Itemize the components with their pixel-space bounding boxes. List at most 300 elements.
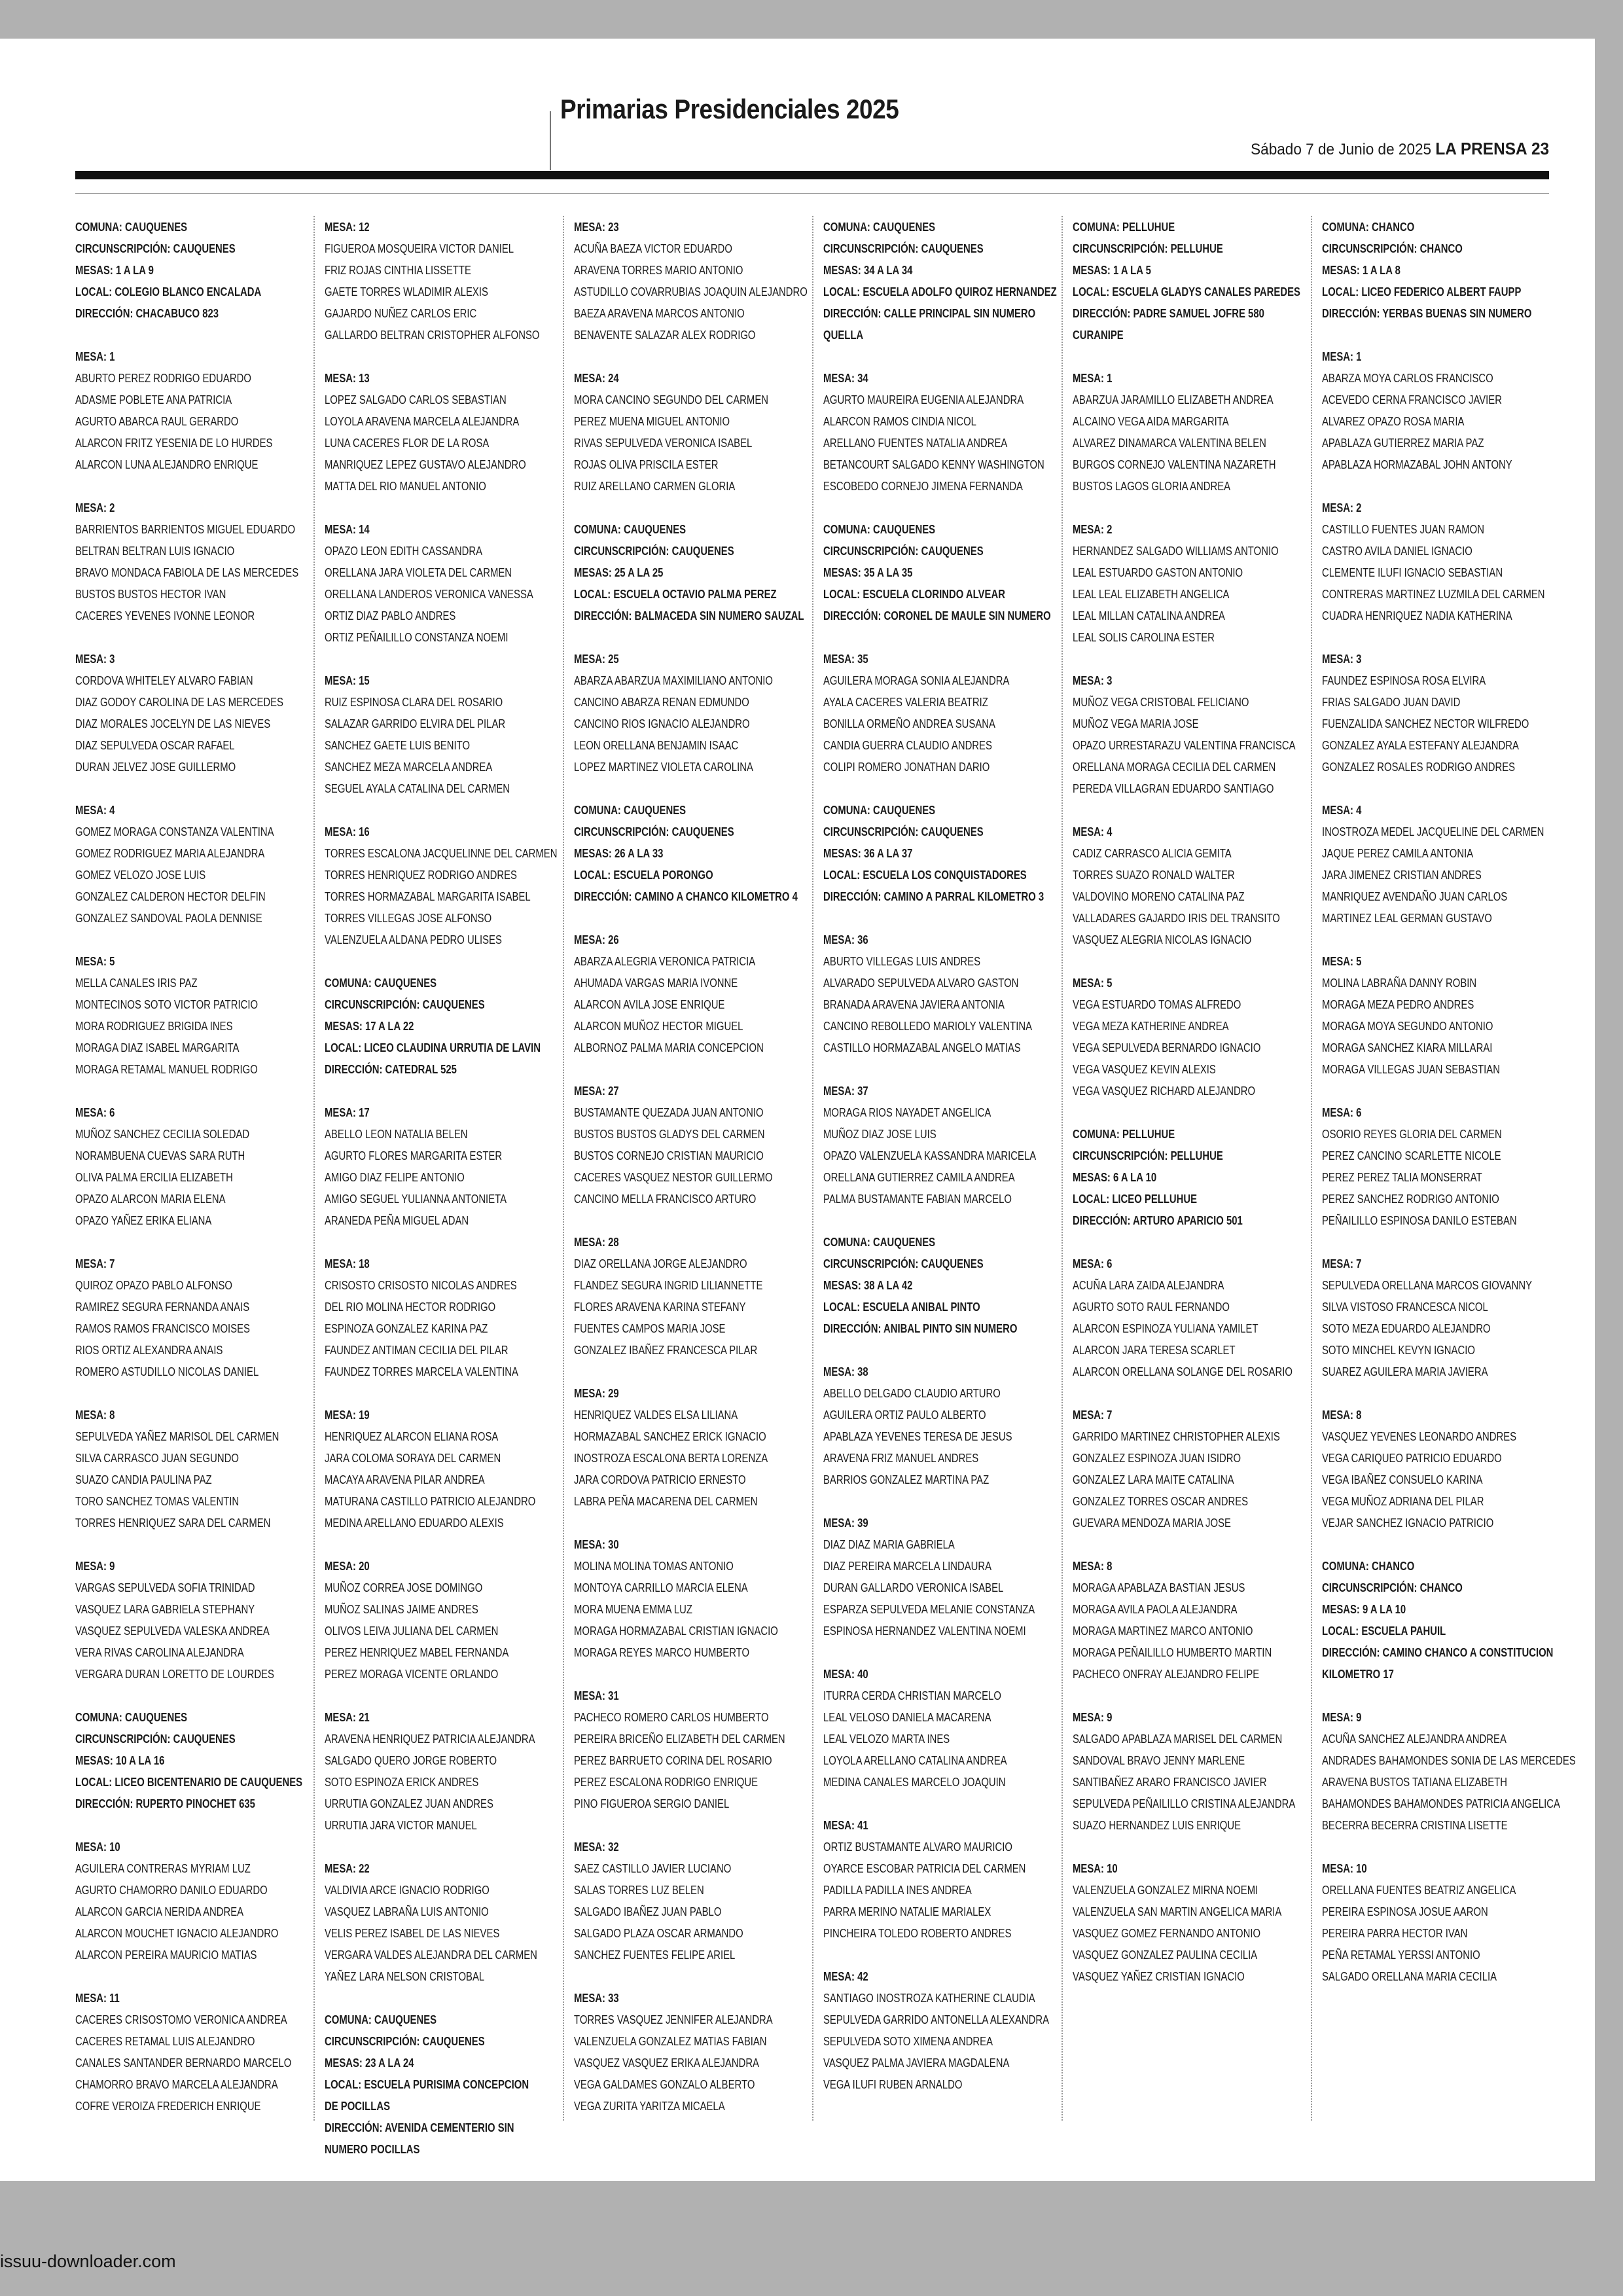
voter-name: BUSTOS BUSTOS GLADYS DEL CARMEN (574, 1127, 765, 1141)
voter-name: ALARCON PEREIRA MAURICIO MATIAS (75, 1948, 257, 1962)
voter-name: PADILLA PADILLA INES ANDREA (823, 1883, 972, 1897)
section-heading: MESA: 19 (325, 1408, 370, 1422)
section-heading: MESA: 5 (75, 954, 115, 968)
voter-name: ALARCON AVILA JOSE ENRIQUE (574, 997, 725, 1011)
section-heading: MESA: 1 (1322, 350, 1362, 363)
voter-name: SANDOVAL BRAVO JENNY MARLENE (1073, 1753, 1245, 1767)
voter-name: MUÑOZ VEGA MARIA JOSE (1073, 717, 1199, 730)
voter-name: TORRES HENRIQUEZ SARA DEL CARMEN (75, 1516, 271, 1530)
section-heading: LOCAL: LICEO PELLUHUE (1073, 1192, 1198, 1206)
voter-name: TORRES HENRIQUEZ RODRIGO ANDRES (325, 868, 517, 882)
voter-name: ACUÑA SANCHEZ ALEJANDRA ANDREA (1322, 1732, 1507, 1746)
voter-name: CASTILLO FUENTES JUAN RAMON (1322, 522, 1484, 536)
section-heading: MESA: 25 (574, 652, 619, 666)
section-heading: MESA: 7 (1322, 1257, 1362, 1270)
section-heading: MESA: 15 (325, 673, 370, 687)
section-heading: DIRECCIÓN: AVENIDA CEMENTERIO SIN (325, 2121, 514, 2134)
voter-name: JAQUE PEREZ CAMILA ANTONIA (1322, 846, 1474, 860)
section-heading: MESA: 18 (325, 1257, 370, 1270)
section-heading: MESA: 32 (574, 1840, 619, 1854)
voter-name: GOMEZ RODRIGUEZ MARIA ALEJANDRA (75, 846, 265, 860)
section-heading: MESA: 10 (1322, 1861, 1367, 1875)
voter-name: SEGUEL AYALA CATALINA DEL CARMEN (325, 781, 510, 795)
voter-name: ABARZUA JARAMILLO ELIZABETH ANDREA (1073, 393, 1274, 406)
section-heading: CIRCUNSCRIPCIÓN: CAUQUENES (325, 2034, 485, 2048)
voter-name: HENRIQUEZ VALDES ELSA LILIANA (574, 1408, 738, 1422)
voter-name: MATTA DEL RIO MANUEL ANTONIO (325, 479, 486, 493)
voter-name: CANALES SANTANDER BERNARDO MARCELO (75, 2056, 292, 2070)
spacer (574, 1663, 810, 1685)
section-heading: MESA: 30 (574, 1537, 619, 1551)
spacer (325, 799, 560, 821)
voter-name: ARANEDA PEÑA MIGUEL ADAN (325, 1213, 469, 1227)
section-heading: MESA: 42 (823, 1969, 868, 1983)
section-heading: MESA: 17 (325, 1105, 370, 1119)
voter-name: CACERES VASQUEZ NESTOR GUILLERMO (574, 1170, 773, 1184)
voter-name: JARA CORDOVA PATRICIO ERNESTO (574, 1473, 746, 1486)
section-heading: KILOMETRO 17 (1322, 1667, 1394, 1681)
voter-name: LEAL MILLAN CATALINA ANDREA (1073, 609, 1225, 622)
spacer (75, 1814, 311, 1836)
voter-name: MORA CANCINO SEGUNDO DEL CARMEN (574, 393, 768, 406)
section-heading: LOCAL: LICEO CLAUDINA URRUTIA DE LAVIN (325, 1041, 541, 1054)
voter-name: MACAYA ARAVENA PILAR ANDREA (325, 1473, 485, 1486)
voter-name: OPAZO LEON EDITH CASSANDRA (325, 544, 483, 558)
spacer (75, 475, 311, 497)
section-heading: DIRECCIÓN: CORONEL DE MAULE SIN NUMERO (823, 609, 1051, 622)
section-heading: LOCAL: COLEGIO BLANCO ENCALADA (75, 285, 262, 298)
section-heading: DIRECCIÓN: RUPERTO PINOCHET 635 (75, 1797, 255, 1810)
voter-name: LABRA PEÑA MACARENA DEL CARMEN (574, 1494, 758, 1508)
voter-name: DIAZ SEPULVEDA OSCAR RAFAEL (75, 738, 235, 752)
voter-name: APABLAZA HORMAZABAL JOHN ANTONY (1322, 457, 1512, 471)
spacer (823, 778, 1059, 799)
voter-name: COFRE VEROIZA FREDERICH ENRIQUE (75, 2099, 261, 2113)
section-heading: MESAS: 17 A LA 22 (325, 1019, 414, 1033)
section-heading: DIRECCIÓN: CAMINO A CHANCO KILOMETRO 4 (574, 889, 798, 903)
spacer (574, 1512, 810, 1534)
voter-name: VALENZUELA SAN MARTIN ANGELICA MARIA (1073, 1905, 1282, 1918)
voter-name: BARRIENTOS BARRIENTOS MIGUEL EDUARDO (75, 522, 296, 536)
voter-name: LEAL SOLIS CAROLINA ESTER (1073, 630, 1215, 644)
voter-name: ARAVENA FRIZ MANUEL ANDRES (823, 1451, 979, 1465)
voter-name: LEAL LEAL ELIZABETH ANGELICA (1073, 587, 1230, 601)
voter-name: MORAGA RIOS NAYADET ANGELICA (823, 1105, 991, 1119)
voter-name: PINCHEIRA TOLEDO ROBERTO ANDRES (823, 1926, 1012, 1940)
spacer (325, 1231, 560, 1253)
voter-name: FUENZALIDA SANCHEZ NECTOR WILFREDO (1322, 717, 1529, 730)
voter-name: CADIZ CARRASCO ALICIA GEMITA (1073, 846, 1232, 860)
section-heading: CIRCUNSCRIPCIÓN: CAUQUENES (574, 825, 734, 838)
spacer (75, 1382, 311, 1404)
spacer (574, 1361, 810, 1382)
voter-name: PINO FIGUEROA SERGIO DANIEL (574, 1797, 730, 1810)
voter-name: MORAGA MOYA SEGUNDO ANTONIO (1322, 1019, 1493, 1033)
voter-name: BARRIOS GONZALEZ MARTINA PAZ (823, 1473, 990, 1486)
voter-name: FAUNDEZ TORRES MARCELA VALENTINA (325, 1365, 518, 1378)
voter-name: SILVA VISTOSO FRANCESCA NICOL (1322, 1300, 1488, 1314)
section-heading: QUELLA (823, 328, 864, 342)
page-header-info (1251, 139, 1549, 159)
voter-name: PACHECO ROMERO CARLOS HUMBERTO (574, 1710, 769, 1724)
voter-name: TORRES ESCALONA JACQUELINNE DEL CARMEN (325, 846, 558, 860)
voter-name: OSORIO REYES GLORIA DEL CARMEN (1322, 1127, 1502, 1141)
section-heading: LOCAL: ESCUELA PURISIMA CONCEPCION (325, 2077, 529, 2091)
voter-name: ASTUDILLO COVARRUBIAS JOAQUIN ALEJANDRO (574, 285, 808, 298)
spacer (1322, 1080, 1558, 1102)
voter-name: BECERRA BECERRA CRISTINA LISETTE (1322, 1818, 1508, 1832)
spacer (823, 1339, 1059, 1361)
voter-name: BURGOS CORNEJO VALENTINA NAZARETH (1073, 457, 1276, 471)
voter-name: VALENZUELA ALDANA PEDRO ULISES (325, 933, 502, 946)
spacer (574, 497, 810, 518)
spacer (75, 324, 311, 346)
voter-name: INOSTROZA ESCALONA BERTA LORENZA (574, 1451, 768, 1465)
section-heading: DIRECCIÓN: PADRE SAMUEL JOFRE 580 (1073, 306, 1264, 320)
voter-name: VASQUEZ GOMEZ FERNANDO ANTONIO (1073, 1926, 1261, 1940)
voter-name: RAMOS RAMOS FRANCISCO MOISES (75, 1321, 250, 1335)
voter-name: MONTECINOS SOTO VICTOR PATRICIO (75, 997, 259, 1011)
voter-name: VEGA SEPULVEDA BERNARDO IGNACIO (1073, 1041, 1261, 1054)
spacer (1073, 799, 1308, 821)
section-heading: MESA: 1 (1073, 371, 1113, 385)
section-heading: MESAS: 38 A LA 42 (823, 1278, 913, 1292)
voter-name: MORAGA APABLAZA BASTIAN JESUS (1073, 1581, 1245, 1594)
voter-name: CANCINO REBOLLEDO MARIOLY VALENTINA (823, 1019, 1033, 1033)
section-heading: CIRCUNSCRIPCIÓN: CAUQUENES (75, 1732, 236, 1746)
voter-name: CASTILLO HORMAZABAL ANGELO MATIAS (823, 1041, 1021, 1054)
voter-name: ORELLANA JARA VIOLETA DEL CARMEN (325, 565, 512, 579)
voter-name: ARELLANO FUENTES NATALIA ANDREA (823, 436, 1008, 450)
section-heading: COMUNA: CAUQUENES (75, 1710, 188, 1724)
voter-name: MELLA CANALES IRIS PAZ (75, 976, 198, 990)
section-heading: LOCAL: ESCUELA GLADYS CANALES PAREDES (1073, 285, 1300, 298)
section-heading: MESA: 16 (325, 825, 370, 838)
voter-name: MANRIQUEZ AVENDAÑO JUAN CARLOS (1322, 889, 1508, 903)
voter-name: PEREZ MORAGA VICENTE ORLANDO (325, 1667, 499, 1681)
voter-name: RAMIREZ SEGURA FERNANDA ANAIS (75, 1300, 250, 1314)
section-heading: CIRCUNSCRIPCIÓN: CAUQUENES (823, 825, 984, 838)
section-heading: MESA: 8 (75, 1408, 115, 1422)
voter-name: SALGADO PLAZA OSCAR ARMANDO (574, 1926, 743, 1940)
voter-name: SEPULVEDA ORELLANA MARCOS GIOVANNY (1322, 1278, 1533, 1292)
section-heading: MESA: 31 (574, 1689, 619, 1702)
voter-name: OLIVA PALMA ERCILIA ELIZABETH (75, 1170, 233, 1184)
voter-name: TORO SANCHEZ TOMAS VALENTIN (75, 1494, 240, 1508)
voter-name: SANCHEZ MEZA MARCELA ANDREA (325, 760, 493, 774)
section-heading: MESA: 24 (574, 371, 619, 385)
voter-name: DIAZ MORALES JOCELYN DE LAS NIEVES (75, 717, 271, 730)
voter-name: AGURTO ABARCA RAUL GERARDO (75, 414, 239, 428)
spacer (75, 1231, 311, 1253)
section-heading: MESA: 11 (75, 1991, 120, 2005)
voter-name: MEDINA ARELLANO EDUARDO ALEXIS (325, 1516, 504, 1530)
spacer (325, 1080, 560, 1102)
spacer (823, 907, 1059, 929)
spacer (574, 1965, 810, 1987)
section-heading: MESA: 3 (1073, 673, 1113, 687)
voter-name: OPAZO VALENZUELA KASSANDRA MARICELA (823, 1149, 1037, 1162)
section-heading: LOCAL: ESCUELA ANIBAL PINTO (823, 1300, 980, 1314)
section-heading: MESA: 4 (75, 803, 115, 817)
voter-name: AGUILERA CONTRERAS MYRIAM LUZ (75, 1861, 251, 1875)
section-heading: MESAS: 35 A LA 35 (823, 565, 913, 579)
voter-name: BRANADA ARAVENA JAVIERA ANTONIA (823, 997, 1005, 1011)
voter-name: VEGA ZURITA YARITZA MICAELA (574, 2099, 725, 2113)
section-heading: LOCAL: ESCUELA OCTAVIO PALMA PEREZ (574, 587, 777, 601)
voter-name: PEÑAILILLO ESPINOSA DANILO ESTEBAN (1322, 1213, 1517, 1227)
voter-name: FAUNDEZ ESPINOSA ROSA ELVIRA (1322, 673, 1486, 687)
voter-name: LOPEZ MARTINEZ VIOLETA CAROLINA (574, 760, 753, 774)
voter-name: ARAVENA TORRES MARIO ANTONIO (574, 263, 743, 277)
section-heading: MESA: 20 (325, 1559, 370, 1573)
voter-name: BELTRAN BELTRAN LUIS IGNACIO (75, 544, 235, 558)
voter-name: LEAL VELOZO MARTA INES (823, 1732, 950, 1746)
section-heading: MESAS: 6 A LA 10 (1073, 1170, 1157, 1184)
header-brand: LA PRENSA (1435, 139, 1527, 158)
voter-name: ROMERO ASTUDILLO NICOLAS DANIEL (75, 1365, 259, 1378)
voter-name: SALGADO APABLAZA MARISEL DEL CARMEN (1073, 1732, 1283, 1746)
voter-name: VEGA VASQUEZ KEVIN ALEXIS (1073, 1062, 1216, 1076)
spacer (325, 950, 560, 972)
column-separator (563, 216, 564, 2121)
voter-name: PEREZ CANCINO SCARLETTE NICOLE (1322, 1149, 1501, 1162)
voter-name: VASQUEZ LARA GABRIELA STEPHANY (75, 1602, 255, 1616)
voter-name: VELIS PEREZ ISABEL DE LAS NIEVES (325, 1926, 500, 1940)
spacer (325, 497, 560, 518)
voter-name: ALVAREZ OPAZO ROSA MARIA (1322, 414, 1465, 428)
voter-name: MORAGA VILLEGAS JUAN SEBASTIAN (1322, 1062, 1500, 1076)
voter-name: GONZALEZ AYALA ESTEFANY ALEJANDRA (1322, 738, 1519, 752)
spacer (574, 907, 810, 929)
spacer (823, 626, 1059, 648)
section-heading: DIRECCIÓN: YERBAS BUENAS SIN NUMERO (1322, 306, 1532, 320)
section-heading: MESA: 35 (823, 652, 868, 666)
voter-name: GONZALEZ SANDOVAL PAOLA DENNISE (75, 911, 262, 925)
spacer (325, 648, 560, 670)
voter-name: LOPEZ SALGADO CARLOS SEBASTIAN (325, 393, 507, 406)
column-1 (75, 216, 311, 2117)
voter-name: FLANDEZ SEGURA INGRID LILIANNETTE (574, 1278, 763, 1292)
section-heading: MESA: 6 (75, 1105, 115, 1119)
voter-name: SEPULVEDA GARRIDO ANTONELLA ALEXANDRA (823, 2013, 1050, 2026)
voter-name: AGURTO MAUREIRA EUGENIA ALEJANDRA (823, 393, 1024, 406)
voter-name: AGURTO FLORES MARGARITA ESTER (325, 1149, 503, 1162)
voter-name: MARTINEZ LEAL GERMAN GUSTAVO (1322, 911, 1492, 925)
section-heading: MESA: 1 (75, 350, 115, 363)
spacer (823, 1058, 1059, 1080)
header-rule (75, 171, 1549, 179)
section-heading: MESA: 8 (1073, 1559, 1113, 1573)
spacer (1073, 648, 1308, 670)
voter-name: SALGADO ORELLANA MARIA CECILIA (1322, 1969, 1497, 1983)
section-heading: DIRECCIÓN: ANIBAL PINTO SIN NUMERO (823, 1321, 1018, 1335)
section-heading: COMUNA: CAUQUENES (823, 1235, 936, 1249)
voter-name: ALARCON MUÑOZ HECTOR MIGUEL (574, 1019, 743, 1033)
section-heading: COMUNA: CAUQUENES (574, 522, 687, 536)
voter-name: SEPULVEDA PEÑAILILLO CRISTINA ALEJANDRA (1073, 1797, 1296, 1810)
voter-name: AGURTO CHAMORRO DANILO EDUARDO (75, 1883, 268, 1897)
voter-name: MATURANA CASTILLO PATRICIO ALEJANDRO (325, 1494, 536, 1508)
voter-name: MONTOYA CARRILLO MARCIA ELENA (574, 1581, 748, 1594)
voter-name: ESPARZA SEPULVEDA MELANIE CONSTANZA (823, 1602, 1035, 1616)
voter-name: ORELLANA LANDEROS VERONICA VANESSA (325, 587, 533, 601)
voter-name: MORAGA MEZA PEDRO ANDRES (1322, 997, 1474, 1011)
spacer (574, 778, 810, 799)
voter-name: GOMEZ MORAGA CONSTANZA VALENTINA (75, 825, 274, 838)
voter-name: VASQUEZ YAÑEZ CRISTIAN IGNACIO (1073, 1969, 1245, 1983)
spacer (75, 1965, 311, 1987)
voter-name: GAETE TORRES WLADIMIR ALEXIS (325, 285, 488, 298)
voter-name: JARA JIMENEZ CRISTIAN ANDRES (1322, 868, 1482, 882)
voter-name: SEPULVEDA YAÑEZ MARISOL DEL CARMEN (75, 1429, 279, 1443)
spacer (1073, 1685, 1308, 1706)
voter-name: SUAREZ AGUILERA MARIA JAVIERA (1322, 1365, 1488, 1378)
section-heading: MESA: 9 (1073, 1710, 1113, 1724)
voter-name: VEGA MEZA KATHERINE ANDREA (1073, 1019, 1229, 1033)
voter-name: OPAZO YAÑEZ ERIKA ELIANA (75, 1213, 212, 1227)
voter-name: ABARZA ABARZUA MAXIMILIANO ANTONIO (574, 673, 773, 687)
voter-name: CANCINO MELLA FRANCISCO ARTURO (574, 1192, 757, 1206)
section-heading: COMUNA: CAUQUENES (325, 976, 437, 990)
voter-name: SALGADO QUERO JORGE ROBERTO (325, 1753, 497, 1767)
section-heading: DIRECCIÓN: BALMACEDA SIN NUMERO SAUZAL (574, 609, 804, 622)
section-heading: LOCAL: ESCUELA LOS CONQUISTADORES (823, 868, 1027, 882)
section-heading: DIRECCIÓN: CHACABUCO 823 (75, 306, 219, 320)
section-heading: MESA: 9 (1322, 1710, 1362, 1724)
voter-name: BENAVENTE SALAZAR ALEX RODRIGO (574, 328, 756, 342)
section-heading: DIRECCIÓN: CATEDRAL 525 (325, 1062, 457, 1076)
column-4 (823, 216, 1059, 2095)
spacer (1073, 1102, 1308, 1123)
voter-name: FRIZ ROJAS CINTHIA LISSETTE (325, 263, 471, 277)
voter-name: ORTIZ DIAZ PABLO ANDRES (325, 609, 456, 622)
voter-name: VARGAS SEPULVEDA SOFIA TRINIDAD (75, 1581, 255, 1594)
voter-name: LEON ORELLANA BENJAMIN ISAAC (574, 738, 739, 752)
section-heading: LOCAL: ESCUELA PORONGO (574, 868, 713, 882)
section-heading: MESA: 33 (574, 1991, 619, 2005)
voter-name: BUSTOS LAGOS GLORIA ANDREA (1073, 479, 1231, 493)
voter-name: DURAN GALLARDO VERONICA ISABEL (823, 1581, 1004, 1594)
section-heading: NUMERO POCILLAS (325, 2142, 420, 2156)
voter-name: SUAZO CANDIA PAULINA PAZ (75, 1473, 212, 1486)
voter-name: COLIPI ROMERO JONATHAN DARIO (823, 760, 990, 774)
spacer (1322, 1231, 1558, 1253)
section-heading: MESA: 28 (574, 1235, 619, 1249)
voter-name: AMIGO SEGUEL YULIANNA ANTONIETA (325, 1192, 507, 1206)
voter-name: SEPULVEDA SOTO XIMENA ANDREA (823, 2034, 993, 2048)
voter-name: VERA RIVAS CAROLINA ALEJANDRA (75, 1645, 244, 1659)
voter-name: OLIVOS LEIVA JULIANA DEL CARMEN (325, 1624, 499, 1638)
voter-name: GAJARDO NUÑEZ CARLOS ERIC (325, 306, 477, 320)
section-heading: MESA: 6 (1322, 1105, 1362, 1119)
section-heading: CIRCUNSCRIPCIÓN: CHANCO (1322, 242, 1463, 255)
voter-name: RUIZ ARELLANO CARMEN GLORIA (574, 479, 736, 493)
voter-name: RUIZ ESPINOSA CLARA DEL ROSARIO (325, 695, 503, 709)
voter-name: ORELLANA MORAGA CECILIA DEL CARMEN (1073, 760, 1276, 774)
voter-name: RIVAS SEPULVEDA VERONICA ISABEL (574, 436, 753, 450)
section-heading: DIRECCIÓN: CAMINO CHANCO A CONSTITUCION (1322, 1645, 1554, 1659)
voter-name: FUENTES CAMPOS MARIA JOSE (574, 1321, 726, 1335)
section-heading: COMUNA: CAUQUENES (823, 803, 936, 817)
section-heading: MESA: 39 (823, 1516, 868, 1530)
voter-name: PEREZ SANCHEZ RODRIGO ANTONIO (1322, 1192, 1499, 1206)
column-6 (1322, 216, 1576, 1987)
voter-name: VEGA IBAÑEZ CONSUELO KARINA (1322, 1473, 1483, 1486)
section-heading: MESA: 3 (1322, 652, 1362, 666)
section-heading: MESA: 7 (75, 1257, 115, 1270)
voter-name: ACUÑA BAEZA VICTOR EDUARDO (574, 242, 732, 255)
voter-name: ARAVENA BUSTOS TATIANA ELIZABETH (1322, 1775, 1507, 1789)
voter-name: CHAMORRO BRAVO MARCELA ALEJANDRA (75, 2077, 278, 2091)
voter-name: SANCHEZ GAETE LUIS BENITO (325, 738, 471, 752)
section-heading: CIRCUNSCRIPCIÓN: CAUQUENES (823, 242, 984, 255)
voter-name: GONZALEZ ESPINOZA JUAN ISIDRO (1073, 1451, 1241, 1465)
spacer (1322, 778, 1558, 799)
voter-name: LEAL VELOSO DANIELA MACARENA (823, 1710, 991, 1724)
voter-name: INOSTROZA MEDEL JACQUELINE DEL CARMEN (1322, 825, 1544, 838)
spacer (1322, 1534, 1558, 1555)
section-heading: LOCAL: LICEO BICENTENARIO DE CAUQUENES (75, 1775, 303, 1789)
voter-name: HENRIQUEZ ALARCON ELIANA ROSA (325, 1429, 499, 1443)
voter-name: GONZALEZ IBAÑEZ FRANCESCA PILAR (574, 1343, 758, 1357)
voter-name: VASQUEZ SEPULVEDA VALESKA ANDREA (75, 1624, 270, 1638)
voter-name: ALARCON RAMOS CINDIA NICOL (823, 414, 976, 428)
voter-name: ALARCON FRITZ YESENIA DE LO HURDES (75, 436, 273, 450)
section-heading: MESAS: 26 A LA 33 (574, 846, 664, 860)
voter-name: CACERES CRISOSTOMO VERONICA ANDREA (75, 2013, 287, 2026)
spacer (1322, 929, 1558, 950)
voter-name: LUNA CACERES FLOR DE LA ROSA (325, 436, 490, 450)
spacer (325, 1987, 560, 2009)
voter-name: MANRIQUEZ LEPEZ GUSTAVO ALEJANDRO (325, 457, 526, 471)
voter-name: ALARCON ORELLANA SOLANGE DEL ROSARIO (1073, 1365, 1293, 1378)
section-heading: COMUNA: CHANCO (1322, 1559, 1415, 1573)
voter-name: ABELLO LEON NATALIA BELEN (325, 1127, 468, 1141)
section-heading: MESA: 9 (75, 1559, 115, 1573)
voter-name: MOLINA LABRAÑA DANNY ROBIN (1322, 976, 1477, 990)
header-page-number: 23 (1531, 139, 1549, 158)
voter-name: VASQUEZ YEVENES LEONARDO ANDRES (1322, 1429, 1517, 1443)
section-heading: MESAS: 9 A LA 10 (1322, 1602, 1406, 1616)
voter-name: ITURRA CERDA CHRISTIAN MARCELO (823, 1689, 1001, 1702)
section-heading: MESA: 7 (1073, 1408, 1113, 1422)
voter-name: VALDIVIA ARCE IGNACIO RODRIGO (325, 1883, 490, 1897)
section-heading: MESA: 34 (823, 371, 868, 385)
section-heading: MESA: 2 (1073, 522, 1113, 536)
voter-name: PACHECO ONFRAY ALEJANDRO FELIPE (1073, 1667, 1260, 1681)
voter-name: VEGA CARIQUEO PATRICIO EDUARDO (1322, 1451, 1502, 1465)
spacer (75, 929, 311, 950)
spacer (574, 626, 810, 648)
voter-name: VALENZUELA GONZALEZ MATIAS FABIAN (574, 2034, 767, 2048)
section-heading: MESAS: 36 A LA 37 (823, 846, 913, 860)
voter-name: PEREZ BARRUETO CORINA DEL ROSARIO (574, 1753, 772, 1767)
voter-name: HORMAZABAL SANCHEZ ERICK IGNACIO (574, 1429, 766, 1443)
voter-name: ADASME POBLETE ANA PATRICIA (75, 393, 232, 406)
section-heading: DIRECCIÓN: CAMINO A PARRAL KILOMETRO 3 (823, 889, 1044, 903)
voter-name: MORAGA PEÑAILILLO HUMBERTO MARTIN (1073, 1645, 1272, 1659)
section-heading: COMUNA: CAUQUENES (823, 522, 936, 536)
voter-name: PEREIRA BRICEÑO ELIZABETH DEL CARMEN (574, 1732, 785, 1746)
section-heading: MESA: 29 (574, 1386, 619, 1400)
section-heading: MESA: 4 (1322, 803, 1362, 817)
section-heading: MESA: 38 (823, 1365, 868, 1378)
voter-name: ALARCON GARCIA NERIDA ANDREA (75, 1905, 244, 1918)
spacer (1322, 1685, 1558, 1706)
voter-name: URRUTIA GONZALEZ JUAN ANDRES (325, 1797, 493, 1810)
section-heading: CIRCUNSCRIPCIÓN: CAUQUENES (325, 997, 485, 1011)
